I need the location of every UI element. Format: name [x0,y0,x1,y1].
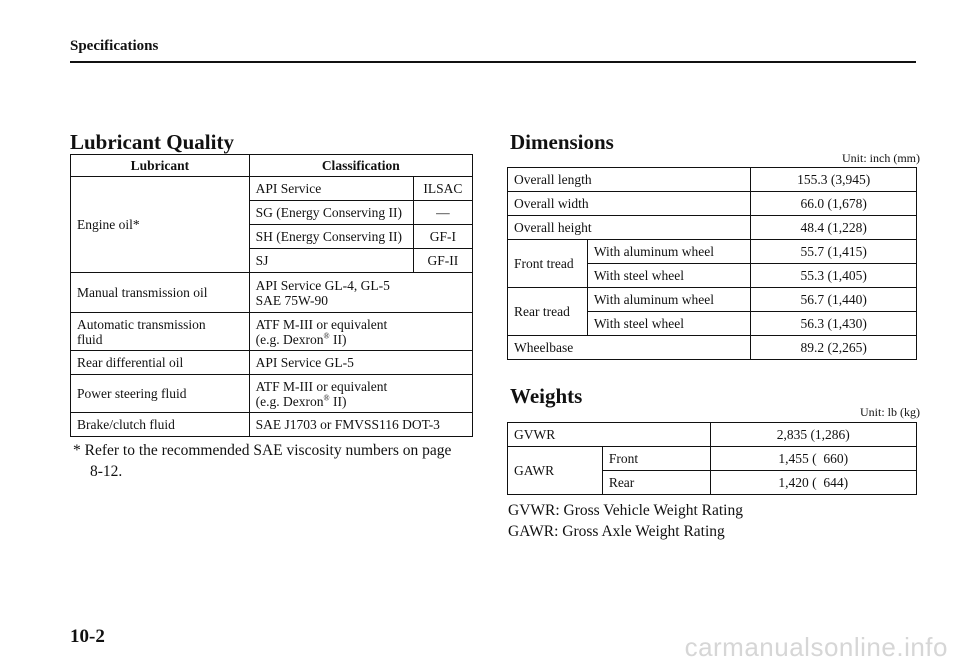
dexron-line [256,332,466,347]
registered-mark: ® [323,331,330,340]
api-service-subheader: API Service [249,177,413,201]
table-row [508,336,917,360]
gvwr-note: GVWR: Gross Vehicle Weight Rating [508,502,743,519]
weights-notes [508,500,743,542]
page-header: Specifications [70,38,159,54]
atf-line: ATF M-III or equivalent [255,316,388,332]
brake-clutch-classification: SAE J1703 or FMVSS116 DOT-3 [249,413,472,437]
overall-width-label: Overall width [508,192,751,216]
overall-length-value: 155.3 (3,945) [751,168,917,192]
overall-height-value: 48.4 (1,228) [751,216,917,240]
table-row [71,375,473,413]
ilsac-subheader: ILSAC [413,177,472,201]
table-row [71,273,473,313]
dexron-line [256,394,466,409]
gvwr-label: GVWR [508,423,711,447]
table-row [508,216,917,240]
wheelbase-label: Wheelbase [508,336,751,360]
col-classification-header: Classification [249,155,472,177]
engine-oil-label: Engine oil* [71,177,250,273]
footnote-line-1: * Refer to the recommended SAE viscosity numbers on page [73,442,452,459]
lubricant-table [70,154,473,437]
ilsac-cell: GF-I [413,225,472,249]
api-cell: SH (Energy Conserving II) [249,225,413,249]
front-tread-steel-label: With steel wheel [587,264,751,288]
wheelbase-value: 89.2 (2,265) [751,336,917,360]
watermark: carmanualsonline.info [684,632,948,662]
lubricant-quality-title: Lubricant Quality [70,130,234,154]
manual-trans-line-2: SAE 75W-90 [255,292,329,308]
front-tread-alu-value: 55.7 (1,415) [751,240,917,264]
automatic-transmission-classification [249,313,472,351]
table-row [508,168,917,192]
rear-tread-steel-value: 56.3 (1,430) [751,312,917,336]
gawr-front-label: Front [602,447,710,471]
weights-title: Weights [510,384,583,408]
power-steering-classification [249,375,472,413]
manual-transmission-classification [249,273,472,313]
weights-table [507,422,917,495]
page-number: 10-2 [70,626,105,647]
dexron-prefix: (e.g. Dexron [255,393,324,409]
dexron-suffix: II) [329,393,347,409]
table-row [71,313,473,351]
rear-differential-classification: API Service GL-5 [249,351,472,375]
rear-tread-steel-label: With steel wheel [587,312,751,336]
manual-trans-line-1: API Service GL-4, GL-5 [255,277,390,293]
dimensions-title: Dimensions [510,130,614,154]
table-row [71,351,473,375]
rear-tread-label: Rear tread [508,288,588,336]
table-row [508,240,917,264]
rear-tread-alu-label: With aluminum wheel [587,288,751,312]
dimensions-table [507,167,917,360]
brake-clutch-label: Brake/clutch fluid [71,413,250,437]
table-row [508,423,917,447]
gvwr-value: 2,835 (1,286) [710,423,916,447]
rear-differential-label: Rear differential oil [71,351,250,375]
ilsac-cell: — [413,201,472,225]
rear-tread-alu-value: 56.7 (1,440) [751,288,917,312]
atf-line: ATF M-III or equivalent [255,378,388,394]
col-lubricant-header: Lubricant [71,155,250,177]
front-tread-steel-value: 55.3 (1,405) [751,264,917,288]
table-row [71,155,473,177]
registered-mark: ® [323,393,330,402]
table-row [71,177,473,201]
ilsac-cell: GF-II [413,249,472,273]
power-steering-label: Power steering fluid [71,375,250,413]
auto-trans-line-2: fluid [77,331,103,347]
table-row [508,192,917,216]
gawr-label: GAWR [508,447,603,495]
table-row [508,447,917,471]
dexron-suffix: II) [329,331,347,347]
gawr-front-value: 1,455 ( 660) [710,447,916,471]
api-cell: SJ [249,249,413,273]
gawr-rear-value: 1,420 ( 644) [710,471,916,495]
overall-height-label: Overall height [508,216,751,240]
overall-length-label: Overall length [508,168,751,192]
table-row [71,413,473,437]
weights-unit: Unit: lb (kg) [860,405,920,419]
manual-transmission-label: Manual transmission oil [71,273,250,313]
api-cell: SG (Energy Conserving II) [249,201,413,225]
lubricant-footnote [73,440,451,482]
gawr-rear-label: Rear [602,471,710,495]
table-row [508,288,917,312]
auto-trans-line-1: Automatic transmission [77,316,206,332]
gawr-note: GAWR: Gross Axle Weight Rating [508,523,725,540]
front-tread-alu-label: With aluminum wheel [587,240,751,264]
dexron-prefix: (e.g. Dexron [255,331,324,347]
footnote-line-2: 8-12. [90,463,123,480]
automatic-transmission-label [71,313,250,351]
header-rule [70,61,916,63]
front-tread-label: Front tread [508,240,588,288]
dimensions-unit: Unit: inch (mm) [842,151,920,165]
overall-width-value: 66.0 (1,678) [751,192,917,216]
